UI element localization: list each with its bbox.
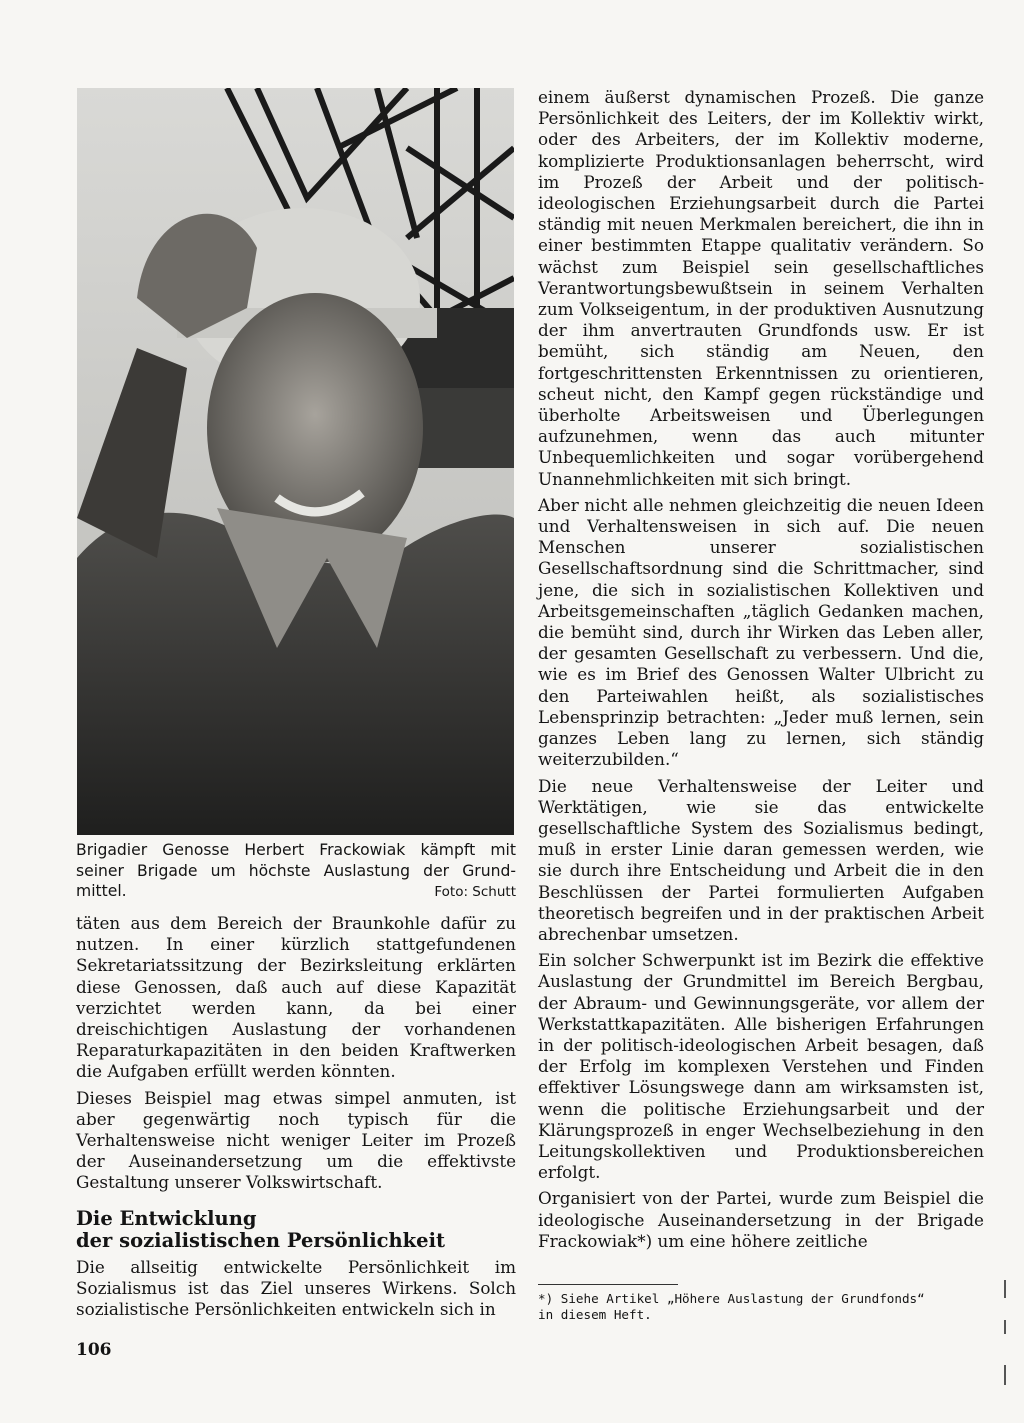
right-column-text bbox=[538, 87, 984, 1257]
section-heading-line-2: der sozialistischen Persönlichkeit bbox=[76, 1229, 445, 1253]
left-paragraph-1: täten aus dem Bereich der Braunkohle dafür zu nutzen. In einer kürzlich stattgefundenen Sekretariatssitzung der Bezirksleitung erklärten diese Genossen, daß auch auf diese Kapazität verzichtet werden kann, da bei einer dreischichtigen Auslastung der vorhandenen Reparaturkapazitäten in den beiden Kraftwerken die Aufgaben erfüllt werden könnten. bbox=[76, 913, 516, 1082]
footnote bbox=[538, 1291, 984, 1323]
photo-credit: Foto: Schutt bbox=[434, 883, 516, 900]
right-paragraph-5: Organisiert von der Partei, wurde zum Beispiel die ideologische Auseinandersetzung in der Brigade Frackowiak*) um eine höhere zeitliche bbox=[538, 1188, 984, 1251]
footnote-line-2: in diesem Heft. bbox=[538, 1307, 652, 1322]
right-paragraph-4: Ein solcher Schwerpunkt ist im Bezirk die effektive Auslastung der Grundmittel im Bereich Bergbau, der Abraum- und Gewinnungsgeräte, vor allem der Werkstattkapazitäten. Alle bisherigen Erfahrungen in der politisch-ideologischen Arbeit besagen, daß der Erfolg im komplexen Verstehen und Finden effektiver Lösungswege dann am wirksamsten ist, wenn die politische Erziehungsarbeit und der Klärungsprozeß in enger Wechselbeziehung in den Leitungskollektiven und Produktionsbereichen erfolgt. bbox=[538, 950, 984, 1183]
footnote-line-1: *) Siehe Artikel „Höhere Auslastung der Grundfonds“ bbox=[538, 1291, 925, 1306]
margin-marks bbox=[1002, 1280, 1008, 1390]
right-paragraph-1: einem äußerst dynamischen Prozeß. Die ganze Persönlichkeit des Leiters, der im Kollektiv wirkt, oder des Arbeiters, der im Kollektiv moderne, komplizierte Produktionsanlagen beherrscht, wird im Prozeß der Arbeit und der politisch-ideologischen Erziehungsarbeit durch die Partei ständig mit neuen Merkmalen bereichert, die ihn in einer bestimmten Etappe qualitativ verändern. So wächst zum Beispiel sein gesellschaftliches Verantwortungsbewußtsein in seinem Verhalten zum Volkseigentum, in der produktiven Ausnutzung der ihm anvertrauten Grundfonds usw. Er ist bemüht, sich ständig am Neuen, den fortgeschrittensten Erkenntnissen zu orientieren, scheut nicht, den Kampf gegen rückständige und überholte Arbeitsweisen und Überlegungen aufzunehmen, wenn das auch mitunter Unbequemlichkeiten und sogar vorübergehend Unannehmlichkeiten mit sich bringt. bbox=[538, 87, 984, 489]
section-heading-line-1: Die Entwicklung bbox=[76, 1206, 257, 1230]
right-paragraph-2: Aber nicht alle nehmen gleichzeitig die neuen Ideen und Verhaltensweisen in sich auf. Die neuen Menschen unserer sozialistischen Gesellschaftsordnung sind die Schrittmacher, sind jene, die sich in sozialistischen Kollektiven und Arbeitsgemeinschaften „täglich Gedanken machen, die bemüht sind, durch ihr Wirken das Leben aller, der gesamten Gesellschaft zu verbessern. Und die, wie es im Brief des Genossen Walter Ulbricht zu den Parteiwahlen heißt, als sozialistisches Lebensprinzip betrachten: „Jeder muß lernen, sein ganzes Leben lang zu lernen, sich ständig weiterzubilden.“ bbox=[538, 494, 984, 770]
page-number: 106 bbox=[76, 1340, 112, 1360]
left-paragraph-2: Dieses Beispiel mag etwas simpel anmuten, ist aber gegenwärtig noch typisch für die Verhaltensweise nicht weniger Leiter im Prozeß der Auseinandersetzung um die effektivste Gestaltung unserer Volkswirtschaft. bbox=[76, 1087, 516, 1193]
caption-text: Brigadier Genosse Herbert Frackowiak kämpft mit seiner Brigade um höchste Auslastung der Grund-mittel. bbox=[76, 841, 516, 900]
left-column-text bbox=[76, 913, 516, 1325]
left-paragraph-3: Die allseitig entwickelte Persönlichkeit im Sozialismus ist das Ziel unseres Wirkens. Solch sozialistische Persönlichkeiten entwickeln sich in bbox=[76, 1256, 516, 1320]
footnote-divider bbox=[538, 1284, 678, 1285]
worker-portrait-image bbox=[77, 88, 514, 835]
section-heading bbox=[76, 1208, 516, 1253]
portrait-photo bbox=[77, 88, 514, 835]
right-paragraph-3: Die neue Verhaltensweise der Leiter und Werktätigen, wie sie das entwickelte gesellschaftliche System des Sozialismus bedingt, muß in erster Linie daran gemessen werden, wie sie durch ihre Entscheidung und Arbeit die in den Beschlüssen der Partei formulierten Aufgaben theoretisch begreifen und in der praktischen Arbeit abrechenbar umsetzen. bbox=[538, 775, 984, 944]
photo-caption bbox=[76, 840, 516, 902]
